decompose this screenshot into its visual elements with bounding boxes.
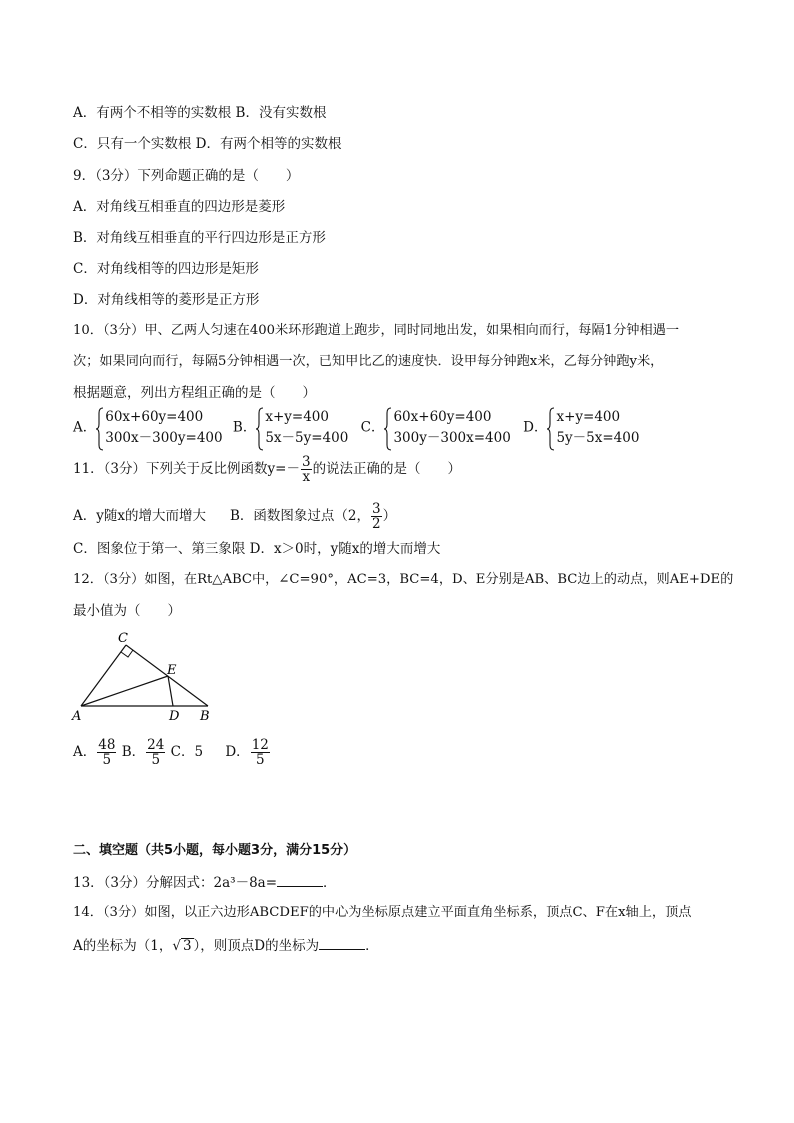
brace-icon [384, 407, 392, 451]
q14-stem-line2 [73, 935, 379, 956]
q14-end: ． [365, 938, 379, 954]
q10-stem-line2: 次；如果同向而行，每隔5分钟相遇一次，已知甲比乙的速度快．设甲每分钟跑x米，乙每分钟跑y米， [73, 354, 664, 369]
equation: x+y=400 [556, 409, 621, 425]
q10-option-c [361, 407, 511, 449]
option-label: A． [73, 419, 97, 436]
q11-options-c-d: C．图象位于第一、第三象限 D．x＞0时，y随x的增大而增大 [73, 541, 441, 557]
q12-triangle-figure [70, 628, 220, 724]
fraction-denominator: 5 [102, 752, 112, 768]
q11-stem-text-end: 的说法正确的是（ ） [312, 461, 462, 477]
segment-ac [81, 645, 126, 706]
fraction-numerator: 24 [147, 737, 165, 753]
q12-option-d-label: D． [225, 744, 250, 760]
q10-option-d [523, 407, 639, 449]
q11-stem [73, 455, 461, 484]
fraction-denominator: 2 [372, 516, 381, 532]
section-heading: 二、填空题（共5小题，每小题3分，满分15分） [73, 843, 357, 858]
equation: 5x－5y=400 [265, 430, 349, 446]
q12-option-a-label: A． [73, 744, 97, 760]
q12-options [73, 738, 271, 767]
q11-options-a-b [73, 502, 396, 531]
fraction-denominator: x [302, 469, 311, 485]
fraction [97, 738, 116, 767]
q9-stem: 9．（3分）下列命题正确的是（ ） [73, 168, 300, 184]
equation: 300y－300x=400 [393, 430, 511, 446]
q8-option-a-b: A．有两个不相等的实数根 B．没有实数根 [73, 105, 327, 121]
q13-stem [73, 872, 337, 893]
right-angle-marker [121, 650, 133, 657]
answer-blank[interactable] [319, 935, 365, 950]
segment-ae [81, 676, 168, 706]
q11-stem-text: 11．（3分）下列关于反比例函数y=－ [73, 461, 300, 477]
option-label: D． [523, 419, 548, 436]
q10-options [73, 407, 639, 449]
fraction [146, 738, 165, 767]
fraction-numerator: 48 [98, 737, 116, 753]
brace-icon [547, 407, 555, 451]
q10-stem-line1: 10．（3分）甲、乙两人匀速在400米环形跑道上跑步，同时同地出发，如果相向而行，每隔1分钟相遇一 [73, 323, 680, 338]
option-label: C． [360, 419, 385, 436]
q12-stem-line1: 12．（3分）如图，在Rt△ABC中，∠C=90°，AC=3，BC=4，D、E分别是AB、BC边上的动点，则AE+DE的 [73, 572, 734, 587]
brace-icon [256, 407, 264, 451]
q13-end: ． [323, 875, 337, 891]
equation: 60x+60y=400 [393, 409, 492, 425]
q14-stem-text-end: ），则顶点D的坐标为 [193, 938, 320, 954]
q9-option-d: D．对角线相等的菱形是正方形 [73, 292, 260, 308]
q9-option-c: C．对角线相等的四边形是矩形 [73, 261, 259, 277]
q10-option-b [233, 407, 348, 449]
q12-option-c-label: C．5 [170, 744, 204, 760]
option-label: B． [232, 419, 257, 436]
equation: 60x+60y=400 [105, 409, 204, 425]
answer-blank[interactable] [277, 872, 323, 887]
fraction [301, 455, 312, 484]
q8-option-c-d: C．只有一个实数根 D．有两个相等的实数根 [73, 136, 342, 152]
fraction [371, 502, 382, 531]
q14-stem-line1: 14．（3分）如图，以正六边形ABCDEF的中心为坐标原点建立平面直角坐标系，顶点C、F在x轴上，顶点 [73, 905, 692, 920]
equation: 5y－5x=400 [556, 430, 640, 446]
segment-de [168, 676, 173, 706]
sqrt-radicand: 3 [182, 938, 192, 954]
label-e: E [167, 663, 177, 678]
q14-stem-text: A的坐标为（1， [73, 938, 173, 954]
q9-option-a: A．对角线互相垂直的四边形是菱形 [73, 199, 286, 215]
equation: x+y=400 [265, 409, 329, 425]
label-d: D [169, 709, 180, 724]
q12-stem-line2: 最小值为（ ） [73, 603, 181, 619]
q10-option-a [73, 407, 223, 449]
q11-option-b-end: ） [382, 508, 397, 524]
q10-stem-line3: 根据题意，列出方程组正确的是（ ） [73, 385, 316, 401]
fraction [251, 738, 270, 767]
label-b: B [200, 709, 210, 724]
fraction-denominator: 5 [255, 752, 265, 768]
fraction-denominator: 5 [151, 752, 161, 768]
q11-option-b: B．函数图象过点（2， [230, 508, 371, 524]
fraction-numerator: 3 [301, 454, 311, 470]
fraction-numerator: 3 [372, 501, 381, 517]
label-a: A [72, 709, 82, 724]
q12-option-b-label: B． [121, 744, 146, 760]
q11-option-a: A．y随x的增大而增大 [73, 508, 206, 524]
sqrt-icon: √ [172, 938, 181, 954]
equation: 300x－300y=400 [105, 430, 223, 446]
fraction-numerator: 12 [251, 737, 269, 753]
label-c: C [118, 631, 128, 646]
brace-icon [96, 407, 104, 451]
q9-option-b: B．对角线互相垂直的平行四边形是正方形 [73, 230, 326, 246]
q13-stem-text: 13．（3分）分解因式：2a³－8a= [73, 875, 278, 891]
